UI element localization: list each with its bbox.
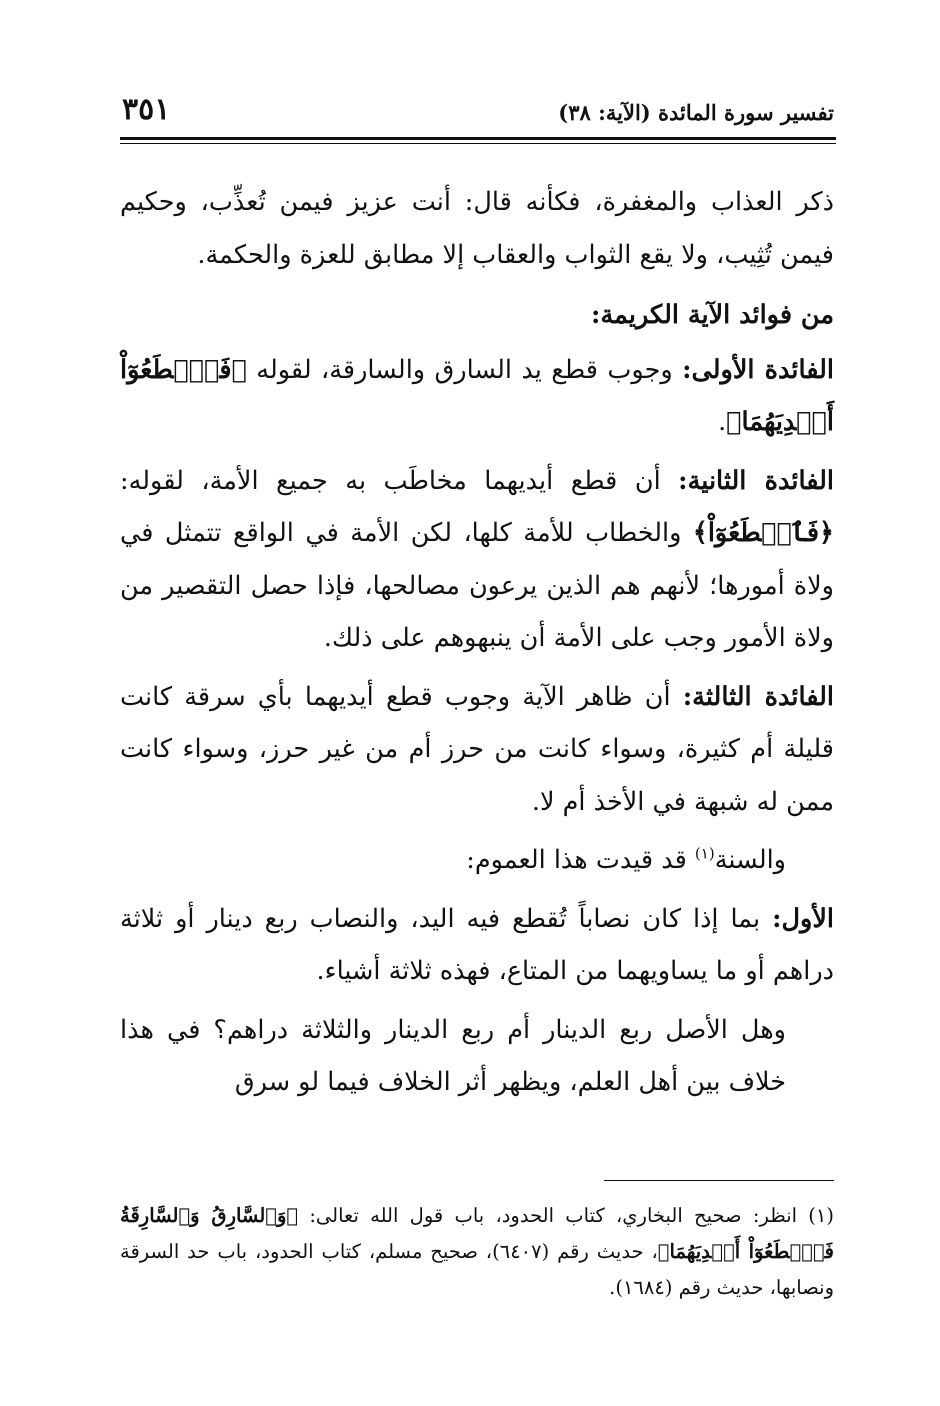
- footnote-separator: [604, 1180, 834, 1181]
- benefit-1-end: .: [718, 407, 727, 437]
- quran-quote-2: ﴿فَٱقۡطَعُوٓاْ﴾: [692, 518, 834, 548]
- paragraph-benefit-1: [120, 344, 834, 449]
- sunnah-after: قد قيدت هذا العموم:: [466, 845, 695, 875]
- page-number: ٣٥١: [122, 92, 171, 127]
- page-header: [122, 92, 834, 132]
- quran-quote-1: ﴿فَٱقۡطَعُوٓاْ أَيۡدِيَهُمَا﴾: [120, 354, 834, 437]
- sunnah-before: والسنة: [714, 845, 786, 875]
- footnote-reference: (١): [694, 844, 715, 863]
- section-heading: من فوائد الآية الكريمة:: [591, 300, 834, 330]
- header-rule-thick: [120, 137, 836, 140]
- header-rule-thin: [120, 143, 836, 144]
- paragraph-sunnah: [120, 834, 834, 887]
- benefit-3-text: أن ظاهر الآية وجوب قطع أيديهما بأي سرقة كانت قليلة أم كثيرة، وسواء كانت من حرز أم من غير حرز، وسواء كانت ممن له شبهة في الأخذ أم لا.: [120, 681, 834, 817]
- benefit-2-text-a: أن قطع أيديهما مخاطَب به جميع الأمة، لقوله:: [120, 465, 679, 496]
- footnote-1: [120, 1198, 834, 1306]
- paragraph-question: وهل الأصل ربع الدينار أم ربع الدينار والثلاثة دراهم؟ في هذا خلاف بين أهل العلم، ويظهر أثر الخلاف فيما لو سرق: [120, 1014, 786, 1097]
- benefit-2-label: الفائدة الثانية:: [678, 465, 834, 496]
- paragraph-benefit-3: [120, 671, 834, 829]
- paragraph-benefit-2: [120, 455, 834, 665]
- benefit-3-label: الفائدة الثالثة:: [682, 681, 834, 712]
- paragraph-first: [120, 893, 834, 998]
- footnote-quran-quote: ﴿وَٱلسَّارِقُ وَٱلسَّارِقَةُ فَٱقۡطَعُوٓاْ أَيۡدِيَهُمَا﴾: [120, 1204, 834, 1263]
- footnote-text-b: ، حديث رقم (٦٤٠٧)، صحيح مسلم، كتاب الحدود، باب حد السرقة ونصابها، حديث رقم (١٦٨٤).: [120, 1240, 834, 1299]
- first-label: الأول:: [772, 903, 834, 934]
- paragraph-intro: ذكر العذاب والمغفرة، فكأنه قال: أنت عزيز فيمن تُعذِّب، وحكيم فيمن تُثِيب، ولا يقع الثواب والعقاب إلا مطابق للعزة والحكمة.: [120, 187, 834, 270]
- footnote-text-a: (١) انظر: صحيح البخاري، كتاب الحدود، باب قول الله تعالى:: [298, 1204, 834, 1227]
- first-text: بما إذا كان نصاباً تُقطع فيه اليد، والنصاب ربع دينار أو ثلاثة دراهم أو ما يساويهما من المتاع، فهذه ثلاثة أشياء.: [120, 903, 834, 986]
- benefit-2-text-b: والخطاب للأمة كلها، لكن الأمة في الواقع تتمثل في ولاة أمورها؛ لأنهم هم الذين يرعون مصالحها، فإذا حصل التقصير من ولاة الأمور وجب على الأمة أن ينبهوهم على ذلك.: [120, 518, 834, 653]
- benefit-1-text: وجوب قطع يد السارق والسارقة، لقوله: [246, 354, 683, 385]
- benefit-1-label: الفائدة الأولى:: [682, 354, 834, 385]
- main-text: [120, 176, 834, 1115]
- footnotes: [120, 1198, 834, 1306]
- running-title: تفسير سورة المائدة (الآية: ٣٨): [558, 100, 834, 125]
